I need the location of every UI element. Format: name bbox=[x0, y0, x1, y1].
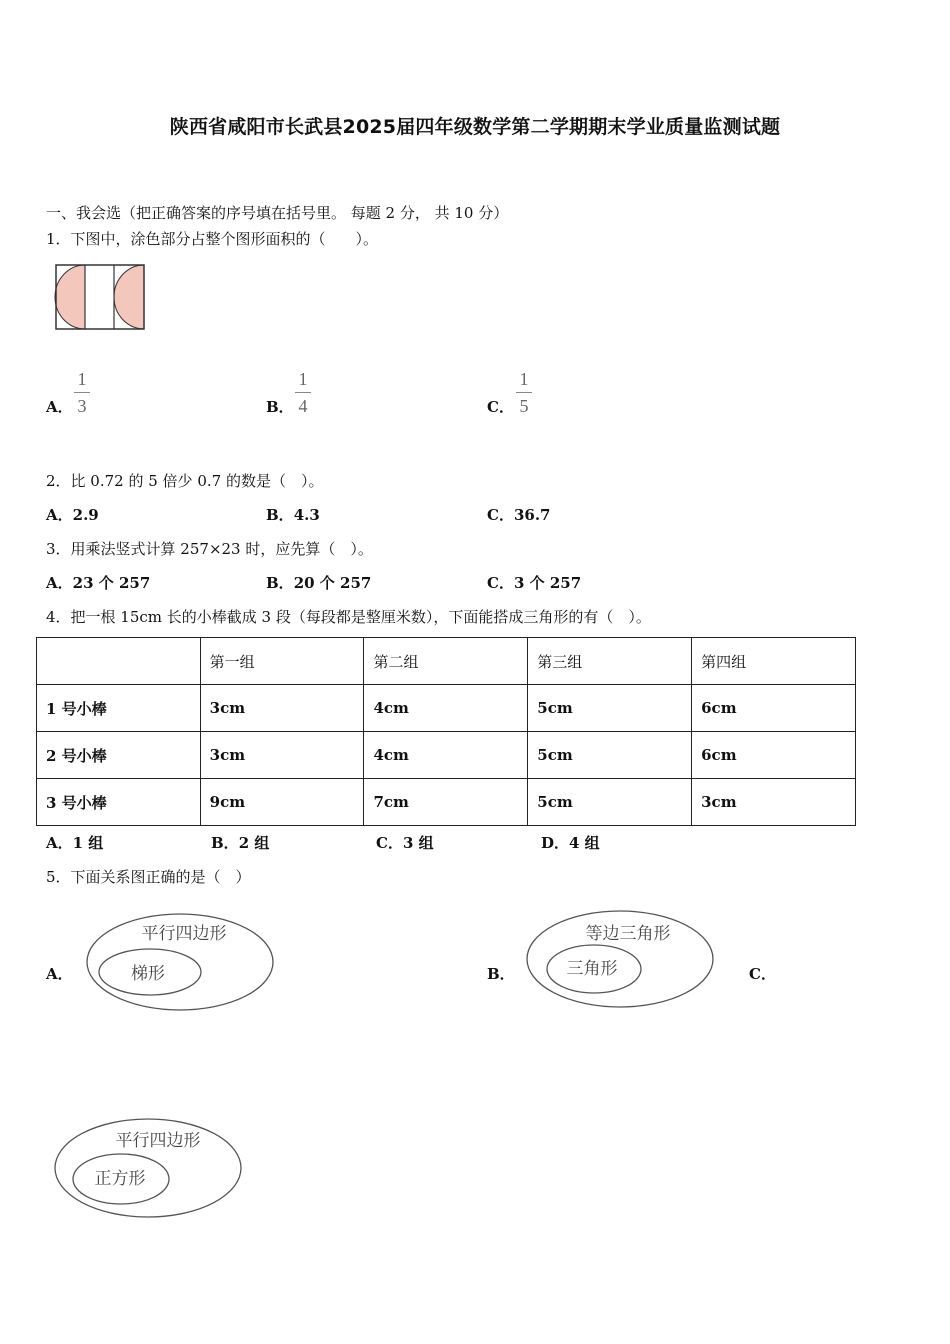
question-4-stem: 4．把一根 15cm 长的小棒截成 3 段（每段都是整厘米数），下面能搭成三角形的有（ ）。 bbox=[46, 608, 651, 626]
table-cell: 3 号小棒 bbox=[37, 779, 201, 826]
q5-diagram-b bbox=[524, 908, 718, 1012]
table-cell: 6cm bbox=[692, 685, 856, 732]
diagram-a-outer-label: 平行四边形 bbox=[141, 924, 227, 944]
table-row bbox=[37, 779, 856, 826]
q2-option-b: B．4.3 bbox=[266, 506, 320, 524]
q4-option-d: D．4 组 bbox=[541, 834, 600, 852]
table-cell: 5cm bbox=[528, 779, 692, 826]
table-header-row bbox=[37, 638, 856, 685]
q1-option-b-label: B． bbox=[266, 398, 294, 416]
table-header-cell: 第四组 bbox=[692, 638, 856, 685]
q1-option-c-label: C． bbox=[487, 398, 514, 416]
table-cell: 3cm bbox=[200, 732, 364, 779]
right-shaded-semicircle bbox=[114, 265, 144, 329]
question-3-stem: 3．用乘法竖式计算 257×23 时，应先算（ ）。 bbox=[46, 540, 373, 558]
table-row bbox=[37, 732, 856, 779]
table-row bbox=[37, 685, 856, 732]
q5-diagram-a bbox=[84, 910, 278, 1014]
table-header-cell: 第二组 bbox=[364, 638, 528, 685]
q2-option-c: C．36.7 bbox=[487, 506, 551, 524]
q4-option-a: A．1 组 bbox=[46, 834, 104, 852]
section-heading: 一、我会选（把正确答案的序号填在括号里。 每题 2 分， 共 10 分） bbox=[46, 204, 509, 222]
table-cell: 6cm bbox=[692, 732, 856, 779]
table-cell: 4cm bbox=[364, 685, 528, 732]
table-cell: 7cm bbox=[364, 779, 528, 826]
table-cell: 3cm bbox=[200, 685, 364, 732]
q3-option-c: C．3 个 257 bbox=[487, 574, 582, 592]
q1-option-c-fraction: 1 5 bbox=[516, 369, 532, 416]
table-cell: 5cm bbox=[528, 685, 692, 732]
diagram-b-outer-label: 等边三角形 bbox=[585, 924, 671, 944]
left-shaded-semicircle bbox=[55, 265, 85, 329]
diagram-a-inner-label: 梯形 bbox=[131, 964, 165, 984]
q1-option-b-fraction: 1 4 bbox=[295, 369, 311, 416]
question-1-stem: 1．下图中，涂色部分占整个图形面积的（ ）。 bbox=[46, 230, 379, 248]
shaded-figure bbox=[54, 263, 148, 333]
table-cell: 5cm bbox=[528, 732, 692, 779]
diagram-b-inner-label: 三角形 bbox=[566, 959, 618, 979]
diagram-c-outer-label: 平行四边形 bbox=[115, 1131, 201, 1151]
table-header-cell bbox=[37, 638, 201, 685]
table-cell: 4cm bbox=[364, 732, 528, 779]
q5-option-b-label: B． bbox=[487, 965, 515, 983]
page-title: 陕西省咸阳市长武县2025届四年级数学第二学期期末学业质量监测试题 bbox=[169, 116, 781, 138]
q3-option-b: B．20 个 257 bbox=[266, 574, 372, 592]
q5-option-c-label: C． bbox=[749, 965, 776, 983]
question-2-stem: 2．比 0.72 的 5 倍少 0.7 的数是（ ）。 bbox=[46, 472, 324, 490]
q5-option-a-label: A． bbox=[46, 965, 73, 983]
table-cell: 3cm bbox=[692, 779, 856, 826]
q1-option-a-label: A． bbox=[46, 398, 73, 416]
q1-option-a-fraction: 1 3 bbox=[74, 369, 90, 416]
table-cell: 1 号小棒 bbox=[37, 685, 201, 732]
q4-option-b: B．2 组 bbox=[211, 834, 270, 852]
q5-diagram-c bbox=[52, 1116, 246, 1222]
table-cell: 2 号小棒 bbox=[37, 732, 201, 779]
table-header-cell: 第三组 bbox=[528, 638, 692, 685]
q3-option-a: A．23 个 257 bbox=[46, 574, 151, 592]
table-header-cell: 第一组 bbox=[200, 638, 364, 685]
question-5-stem: 5．下面关系图正确的是（ ） bbox=[46, 868, 251, 886]
diagram-c-inner-label: 正方形 bbox=[94, 1169, 146, 1189]
q4-option-c: C．3 组 bbox=[376, 834, 434, 852]
table-cell: 9cm bbox=[200, 779, 364, 826]
q2-option-a: A．2.9 bbox=[46, 506, 99, 524]
sticks-table bbox=[36, 637, 856, 826]
